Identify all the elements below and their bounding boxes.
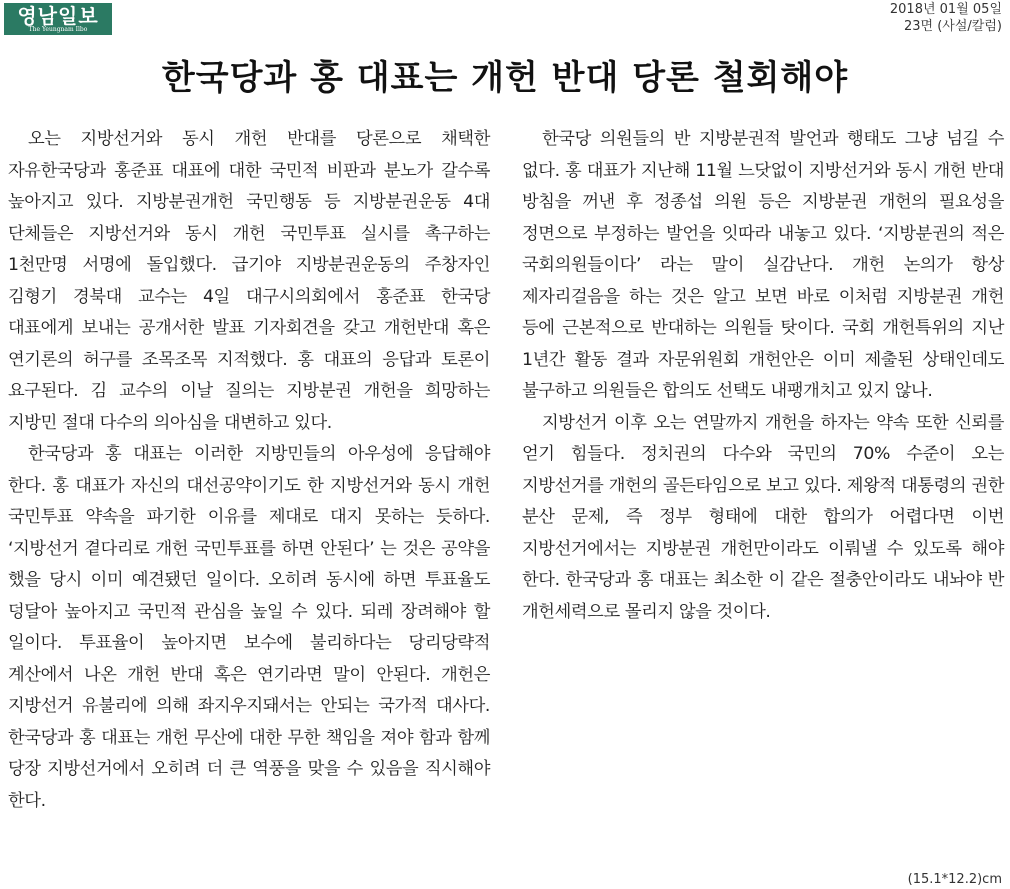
logo-name: 영남일보 [17,3,99,28]
issue-date: 2018년 01월 05일 [889,2,1002,17]
issue-meta [890,1,1002,35]
logo-subtitle: The Yeungnam Ilbo [28,25,88,33]
article-column-left [8,124,490,817]
paragraph-1: 오는 지방선거와 동시 개헌 반대를 당론으로 채택한 자유한국당과 홍준표 대표에 대한 국민적 비판과 분노가 갈수록 높아지고 있다. 지방분권개헌 국민행동 등 지방분권운동 4대 단체들은 지방선거와 동시 개헌 국민투표 실시를 촉구하는 1천만명 서명에 돌입했다. 급기야 지방분권운동의 주창자인 김형기 경북대 교수는 4일 대구시의회에서 홍준표 한국당 대표에게 보내는 공개서한 발표 기자회견을 갖고 개헌반대 혹은 연기론의 허구를 조목조목 지적했다. 홍 대표의 응답과 토론이 요구된다. 김 교수의 이날 질의는 지방분권 개헌을 희망하는 지방민 절대 다수의 의아심을 대변하고 있다. [8,129,490,433]
paragraph-2: 한국당과 홍 대표는 이러한 지방민들의 아우성에 응답해야 한다. 홍 대표가 자신의 대선공약이기도 한 지방선거와 동시 개헌 국민투표 약속을 파기한 이유를 제대로 대지 못하는 듯하다. ‘지방선거 곁다리로 개헌 국민투표를 하면 안된다’ 는 것은 공약을 했을 당시 이미 예견됐던 일이다. 오히려 동시에 하면 투표율도 덩달아 높아지고 국민적 관심을 높일 수 있다. 되레 장려해야 할 일이다. 투표율이 높아지면 보수에 불리하다는 당리당략적 계산에서 나온 개헌 반대 혹은 연기라면 말이 안된다. 개헌은 지방선거 유불리에 의해 좌지우지돼서는 안되는 국가적 대사다. 한국당과 홍 대표는 개헌 무산에 대한 무한 책임을 져야 함과 함께 당장 지방선거에서 오히려 더 큰 역풍을 맞을 수 있음을 직시해야 한다. [8,444,490,811]
article-headline: 한국당과 홍 대표는 개헌 반대 당론 철회해야 [161,58,849,98]
article-column-right [522,124,1004,628]
article-size-note: (15.1*12.2)cm [907,872,1002,887]
paragraph-4: 지방선거 이후 오는 연말까지 개헌을 하자는 약속 또한 신뢰를 얻기 힘들다. 정치권의 다수와 국민의 70% 수준이 오는 지방선거를 개헌의 골든타임으로 보고 있다. 제왕적 대통령의 권한 분산 문제, 즉 정부 형태에 대한 합의가 어렵다면 이번 지방선거에서는 지방분권 개헌만이라도 이뤄낼 수 있도록 해야 한다. 한국당과 홍 대표는 최소한 이 같은 절충안이라도 내놔야 반 개헌세력으로 몰리지 않을 것이다. [522,412,1004,622]
newspaper-logo [4,3,112,35]
paragraph-3: 한국당 의원들의 반 지방분권적 발언과 행태도 그냥 넘길 수 없다. 홍 대표가 지난해 11월 느닷없이 지방선거와 동시 개헌 반대 방침을 꺼낸 후 정종섭 의원 등은 지방분권 개헌의 필요성을 정면으로 부정하는 발언을 잇따라 내놓고 있다. ‘지방분권의 적은 국회의원들이다’ 라는 말이 실감난다. 개헌 논의가 항상 제자리걸음을 하는 것은 알고 보면 바로 이처럼 지방분권 개헌 등에 근본적으로 반대하는 의원들 탓이다. 국회 개헌특위의 지난 1년간 활동 결과 자문위원회 개헌안은 이미 제출된 상태인데도 불구하고 의원들은 합의도 선택도 내팽개치고 있지 않나. [522,129,1004,401]
issue-section: 23면 (사설/칼럼) [904,19,1002,34]
